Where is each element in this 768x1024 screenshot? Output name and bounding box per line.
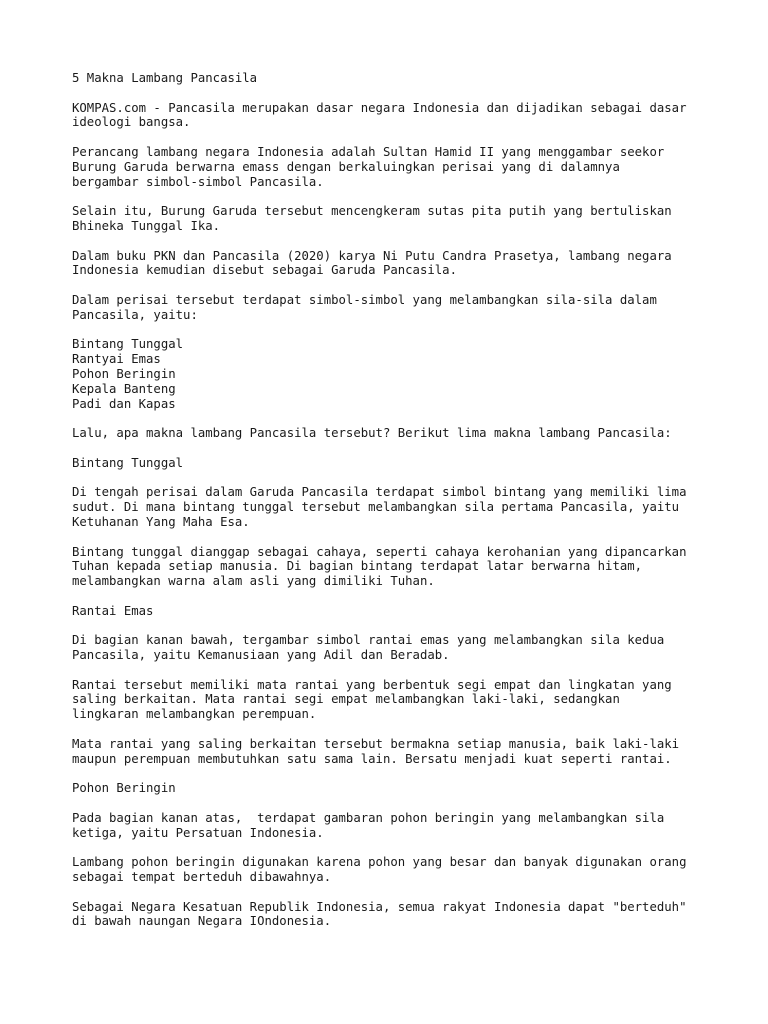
text-line: Di bagian kanan bawah, tergambar simbol rantai emas yang melambangkan sila kedua bbox=[72, 633, 665, 648]
text-line: Sebagai Negara Kesatuan Republik Indonesia, semua rakyat Indonesia dapat "berteduh" bbox=[72, 899, 687, 914]
text-line: Pohon Beringin bbox=[72, 366, 176, 381]
document-page bbox=[72, 71, 712, 929]
text-line: sudut. Di mana bintang tunggal tersebut melambangkan sila pertama Pancasila, yaitu bbox=[72, 500, 680, 515]
text-line: maupun perempuan membutuhkan satu sama lain. Bersatu menjadi kuat seperti rantai. bbox=[72, 751, 672, 766]
paragraph bbox=[72, 545, 712, 589]
text-line: Dalam buku PKN dan Pancasila (2020) karya Ni Putu Candra Prasetya, lambang negara bbox=[72, 248, 672, 263]
text-line: ideologi bangsa. bbox=[72, 115, 191, 130]
document-title: 5 Makna Lambang Pancasila bbox=[72, 71, 258, 85]
text-line: Bintang tunggal dianggap sebagai cahaya, seperti cahaya kerohanian yang dipancarkan bbox=[72, 544, 687, 559]
text-line: Lambang pohon beringin digunakan karena pohon yang besar dan banyak digunakan orang bbox=[72, 855, 687, 870]
paragraph bbox=[72, 781, 712, 796]
paragraph-gap bbox=[72, 618, 712, 633]
paragraph-gap bbox=[72, 885, 712, 900]
text-line: Pohon Beringin bbox=[72, 781, 176, 796]
text-line: Rantai Emas bbox=[72, 603, 154, 618]
paragraph-gap bbox=[72, 766, 712, 781]
text-line: ketiga, yaitu Persatuan Indonesia. bbox=[72, 825, 324, 840]
text-line: Mata rantai yang saling berkaitan tersebut bermakna setiap manusia, baik laki-laki bbox=[72, 736, 680, 751]
paragraph bbox=[72, 811, 712, 841]
text-line: Burung Garuda berwarna emass dengan berkaluingkan perisai yang di dalamnya bbox=[72, 159, 620, 174]
paragraph bbox=[72, 337, 712, 411]
paragraph bbox=[72, 204, 712, 234]
text-line: Ketuhanan Yang Maha Esa. bbox=[72, 514, 250, 529]
text-line: Perancang lambang negara Indonesia adalah Sultan Hamid II yang menggambar seekor bbox=[72, 144, 665, 159]
paragraph bbox=[72, 900, 712, 930]
text-line: Selain itu, Burung Garuda tersebut mencengkeram sutas pita putih yang bertuliskan bbox=[72, 204, 672, 219]
paragraph bbox=[72, 145, 712, 189]
paragraph bbox=[72, 678, 712, 722]
paragraph bbox=[72, 293, 712, 323]
paragraph bbox=[72, 633, 712, 663]
text-line: Padi dan Kapas bbox=[72, 396, 176, 411]
paragraph-gap bbox=[72, 323, 712, 338]
paragraph bbox=[72, 485, 712, 529]
paragraph-gap bbox=[72, 411, 712, 426]
paragraph-gap bbox=[72, 441, 712, 456]
paragraph-gap bbox=[72, 796, 712, 811]
paragraph-gap bbox=[72, 189, 712, 204]
document-body bbox=[72, 101, 712, 930]
text-line: sebagai tempat berteduh dibawahnya. bbox=[72, 870, 332, 885]
text-line: Pada bagian kanan atas, terdapat gambaran pohon beringin yang melambangkan sila bbox=[72, 810, 665, 825]
paragraph bbox=[72, 101, 712, 131]
paragraph-gap bbox=[72, 86, 712, 101]
text-line: Dalam perisai tersebut terdapat simbol-simbol yang melambangkan sila-sila dalam bbox=[72, 292, 657, 307]
paragraph-gap bbox=[72, 530, 712, 545]
paragraph-gap bbox=[72, 722, 712, 737]
text-line: Di tengah perisai dalam Garuda Pancasila terdapat simbol bintang yang memiliki lima bbox=[72, 485, 687, 500]
paragraph-gap bbox=[72, 278, 712, 293]
text-line: Bintang Tunggal bbox=[72, 455, 184, 470]
paragraph bbox=[72, 737, 712, 767]
paragraph bbox=[72, 456, 712, 471]
text-line: Pancasila, yaitu: bbox=[72, 307, 198, 322]
text-line: Rantyai Emas bbox=[72, 352, 161, 367]
text-line: Rantai tersebut memiliki mata rantai yang berbentuk segi empat dan lingkatan yang bbox=[72, 677, 672, 692]
text-line: Bintang Tunggal bbox=[72, 337, 184, 352]
paragraph bbox=[72, 426, 712, 441]
text-line: Indonesia kemudian disebut sebagai Garuda Pancasila. bbox=[72, 263, 457, 278]
text-line: lingkaran melambangkan perempuan. bbox=[72, 707, 317, 722]
paragraph bbox=[72, 249, 712, 279]
text-line: Tuhan kepada setiap manusia. Di bagian bintang terdapat latar berwarna hitam, bbox=[72, 559, 643, 574]
text-line: bergambar simbol-simbol Pancasila. bbox=[72, 174, 324, 189]
text-line: melambangkan warna alam asli yang dimiliki Tuhan. bbox=[72, 574, 435, 589]
text-line: Pancasila, yaitu Kemanusiaan yang Adil dan Beradab. bbox=[72, 648, 450, 663]
text-line: Lalu, apa makna lambang Pancasila tersebut? Berikut lima makna lambang Pancasila: bbox=[72, 426, 672, 441]
text-line: Kepala Banteng bbox=[72, 381, 176, 396]
text-line: Bhineka Tunggal Ika. bbox=[72, 218, 221, 233]
paragraph-gap bbox=[72, 663, 712, 678]
paragraph-gap bbox=[72, 234, 712, 249]
paragraph-gap bbox=[72, 589, 712, 604]
paragraph-gap bbox=[72, 130, 712, 145]
paragraph bbox=[72, 855, 712, 885]
text-line: saling berkaitan. Mata rantai segi empat melambangkan laki-laki, sedangkan bbox=[72, 692, 620, 707]
paragraph-gap bbox=[72, 471, 712, 486]
paragraph bbox=[72, 604, 712, 619]
text-line: di bawah naungan Negara IOndonesia. bbox=[72, 914, 332, 929]
text-line: KOMPAS.com - Pancasila merupakan dasar negara Indonesia dan dijadikan sebagai dasar bbox=[72, 100, 687, 115]
paragraph-gap bbox=[72, 840, 712, 855]
